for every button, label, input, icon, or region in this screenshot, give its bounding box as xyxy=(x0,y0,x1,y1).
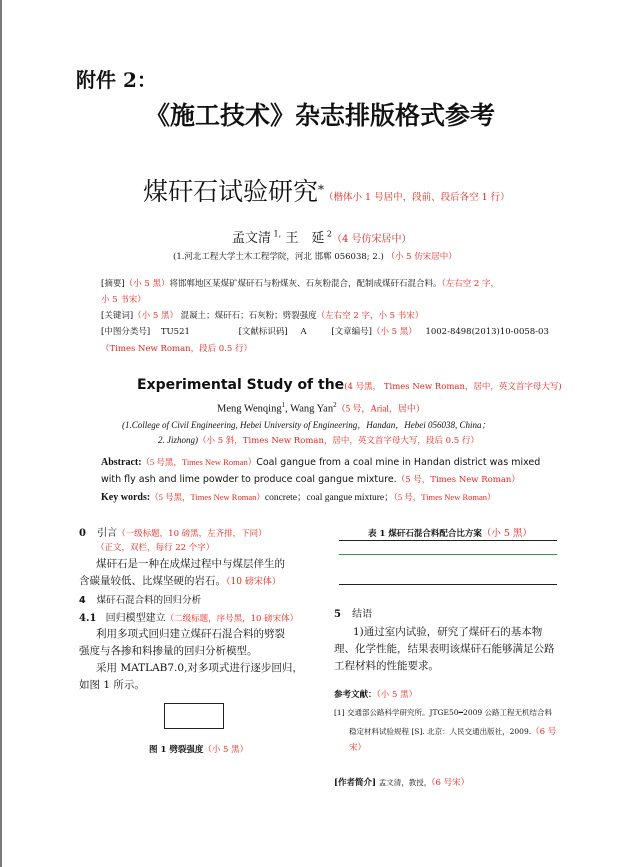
title-cn-format-note: （楷体小 1 号居中，段前、段后各空 1 行） xyxy=(324,192,510,203)
author-intro-text: 孟文清，教授， xyxy=(378,778,432,787)
section-4-1-note: （二级标题，序号黑，10 磅宋体） xyxy=(165,614,299,624)
author-en-2: Wang Yan xyxy=(290,403,334,415)
keywords-en xyxy=(101,489,496,503)
conclusion-line-3: 工程材料的性能要求。 xyxy=(334,660,439,672)
affiliation-en-1: (1.College of Civil Engineering, Hebei University of Engineering，Handan，Hebei 056038, China； xyxy=(122,420,491,430)
abstract-cn-note-2: 小 5 书宋） xyxy=(101,295,146,305)
abstract-cn-label: [摘要] xyxy=(101,279,125,289)
section-4-heading xyxy=(79,592,201,606)
title-en-note: (4 号黑， Times New Roman，居中，英文首字母大写) xyxy=(344,382,562,392)
title-cn-text: 煤矸石试验研究 xyxy=(143,177,319,206)
author-en-1: Meng Wenqing xyxy=(217,403,282,415)
figure-1-placeholder xyxy=(164,703,224,729)
abstract-en-label: Abstract: xyxy=(101,457,142,468)
section-4-1-num: 4.1 xyxy=(79,613,97,624)
para-1-note: （10 磅宋体） xyxy=(226,577,281,587)
figure-1-caption xyxy=(149,743,248,755)
reference-1-note-a: （6 号 xyxy=(531,727,557,737)
affiliation-cn-text: (1.河北工程大学土木工程学院，河北 邯郸 056038; 2.) xyxy=(173,252,384,262)
author-cn-1-sup: 1, xyxy=(271,229,282,239)
table-1-top-rule xyxy=(339,540,557,541)
para-1-line-2 xyxy=(79,573,281,588)
table-1-header-rule xyxy=(339,554,557,555)
authors-format-note: （4 号仿宋居中） xyxy=(332,234,412,245)
body-format-note: （正文，双栏，每行 22 个字） xyxy=(96,543,215,553)
keywords-en-label: Key words: xyxy=(101,492,151,503)
doccode-value: A xyxy=(300,327,307,337)
section-5-title: 结语 xyxy=(352,609,373,620)
abstract-cn-text: 将邯郸地区某煤矿煤矸石与粉煤灰、石灰粉混合，配制成煤矸石混合料。 xyxy=(169,279,442,289)
para-2-line-1: 利用多项式回归建立煤矸石混合料的劈裂 xyxy=(96,628,285,640)
references-note: （小 5 黑） xyxy=(376,690,418,700)
author-cn-2: 王 延 xyxy=(285,231,325,246)
section-0-heading xyxy=(79,524,267,539)
affiliation-cn xyxy=(173,250,457,262)
abstract-cn-line1 xyxy=(101,277,499,289)
abstract-cn-note-1: （左右空 2 字， xyxy=(441,279,500,289)
author-intro-label: [作者简介] xyxy=(334,778,377,788)
title-cn-footnote-mark: * xyxy=(318,182,325,197)
articleno-format: （小 5 黑） xyxy=(371,327,417,337)
section-4-title: 煤矸石混合料的回归分析 xyxy=(96,595,202,606)
section-4-1-heading xyxy=(79,609,298,624)
author-intro xyxy=(334,776,469,788)
affiliation-en-2 xyxy=(158,434,479,446)
keywords-en-note: （5 号，Times New Roman） xyxy=(393,492,496,502)
author-en-1-sup: 1 xyxy=(281,401,286,409)
abstract-en-note: （5 号，Times New Roman） xyxy=(396,475,520,485)
keywords-cn-note: （左右空 2 字，小 5 书宋） xyxy=(316,311,424,321)
abstract-en-format: （5 号黑，Times New Roman） xyxy=(141,457,257,467)
page-title: 《施工技术》杂志排版格式参考 xyxy=(144,101,495,130)
meta-format-note: （Times New Roman，段后 0.5 行） xyxy=(101,344,253,354)
para-2-line-2: 强度与各掺和料掺量的回归分析模型。 xyxy=(79,645,258,657)
references-heading xyxy=(334,688,417,700)
conclusion-line-2: 理、化学性能，结果表明该煤矸石能够满足公路 xyxy=(334,643,555,655)
affiliation-en-2-text: 2. Jizhong) xyxy=(158,435,198,445)
section-4-num: 4 xyxy=(79,595,86,606)
section-4-1-title: 回归模型建立 xyxy=(105,613,166,624)
articleno-value: 1002-8498(2013)10-0058-03 xyxy=(425,327,549,337)
paper-title-cn xyxy=(143,172,510,208)
abstract-en-text-1: Coal gangue from a coal mine in Handan district was mixed xyxy=(256,457,541,468)
title-en-text: Experimental Study of the xyxy=(137,377,345,393)
authors-cn xyxy=(232,227,412,246)
para-3-line-2: 如图 1 所示。 xyxy=(79,679,145,691)
reference-1-note-b: 宋） xyxy=(349,743,367,753)
keywords-cn-format: （小 5 黑） xyxy=(133,311,178,321)
author-cn-2-sup: 2 xyxy=(324,229,332,239)
references-label: 参考文献： xyxy=(334,690,377,700)
authors-en-note: （5 号，Arial，居中） xyxy=(336,403,425,414)
clc-value: TU521 xyxy=(160,327,190,337)
figure-1-caption-note: （小 5 黑） xyxy=(203,745,249,755)
abstract-en-text-2: with fly ash and lime powder to produce coal gangue mixture. xyxy=(101,474,397,485)
para-3-line-1: 采用 MATLAB7.0,对多项式进行逐步回归， xyxy=(96,662,303,674)
para-1-line-2-text: 含碳量较低、比煤坚硬的岩石。 xyxy=(79,575,226,587)
abstract-en-line2 xyxy=(101,473,520,485)
paper-title-en xyxy=(137,374,562,393)
meta-line xyxy=(101,325,549,337)
table-1-bottom-rule xyxy=(339,584,557,585)
affiliation-en-note: （小 5 斜，Times New Roman，居中，英文首字母大写，段后 0.5 行） xyxy=(198,436,479,446)
conclusion-line-1: 1)通过室内试验，研究了煤矸石的基本物 xyxy=(353,626,543,638)
author-en-2-sup: 2 xyxy=(333,401,337,409)
attachment-label: 附件 2： xyxy=(76,68,157,92)
figure-1-caption-text: 图 1 劈裂强度 xyxy=(149,745,204,755)
doccode-label: [文献标识码] xyxy=(238,327,288,337)
author-en-sep: , xyxy=(285,403,291,415)
reference-1-line-2 xyxy=(349,725,556,737)
authors-en xyxy=(217,401,425,415)
section-0-num: 0 xyxy=(79,528,86,539)
author-intro-note: （6 号宋） xyxy=(431,778,470,788)
clc-label: [中图分类号] xyxy=(101,327,151,337)
section-0-title: 引言 xyxy=(97,528,118,539)
reference-1-line-1: [1] 交通部公路科学研究所。JTGE50━2009 公路工程无机结合料 xyxy=(334,708,553,717)
keywords-cn-label: [关键词] xyxy=(101,311,134,321)
reference-1-line-2-text: 稳定材料试验规程 [S]. 北京：人民交通出版社，2009. xyxy=(349,727,532,736)
keywords-en-format: （5 号黑，Times New Roman） xyxy=(150,492,265,502)
table-1-caption-text: 表 1 煤矸石混合料配合比方案 xyxy=(368,529,482,539)
para-1-line-1: 煤矸石是一种在成煤过程中与煤层伴生的 xyxy=(96,558,285,570)
keywords-cn-text: 混凝土；煤矸石；石灰粉；劈裂强度 xyxy=(180,311,317,321)
abstract-en-line1 xyxy=(101,456,540,468)
author-cn-1: 孟文清 xyxy=(232,231,272,246)
keywords-en-text: concrete；coal gangue mixture； xyxy=(264,493,394,503)
affiliation-cn-note: （小 5 仿宋居中） xyxy=(386,252,457,262)
section-5-heading xyxy=(334,605,372,620)
abstract-cn-format: （小 5 黑） xyxy=(124,279,170,289)
section-5-num: 5 xyxy=(334,609,341,620)
keywords-cn xyxy=(101,309,423,321)
section-0-note: （一级标题，10 磅黑，左齐排，下同） xyxy=(117,529,267,539)
table-1-caption-note: （小 5 黑） xyxy=(481,528,532,539)
table-1-caption xyxy=(368,525,532,539)
articleno-label: [文章编号] xyxy=(331,327,372,337)
